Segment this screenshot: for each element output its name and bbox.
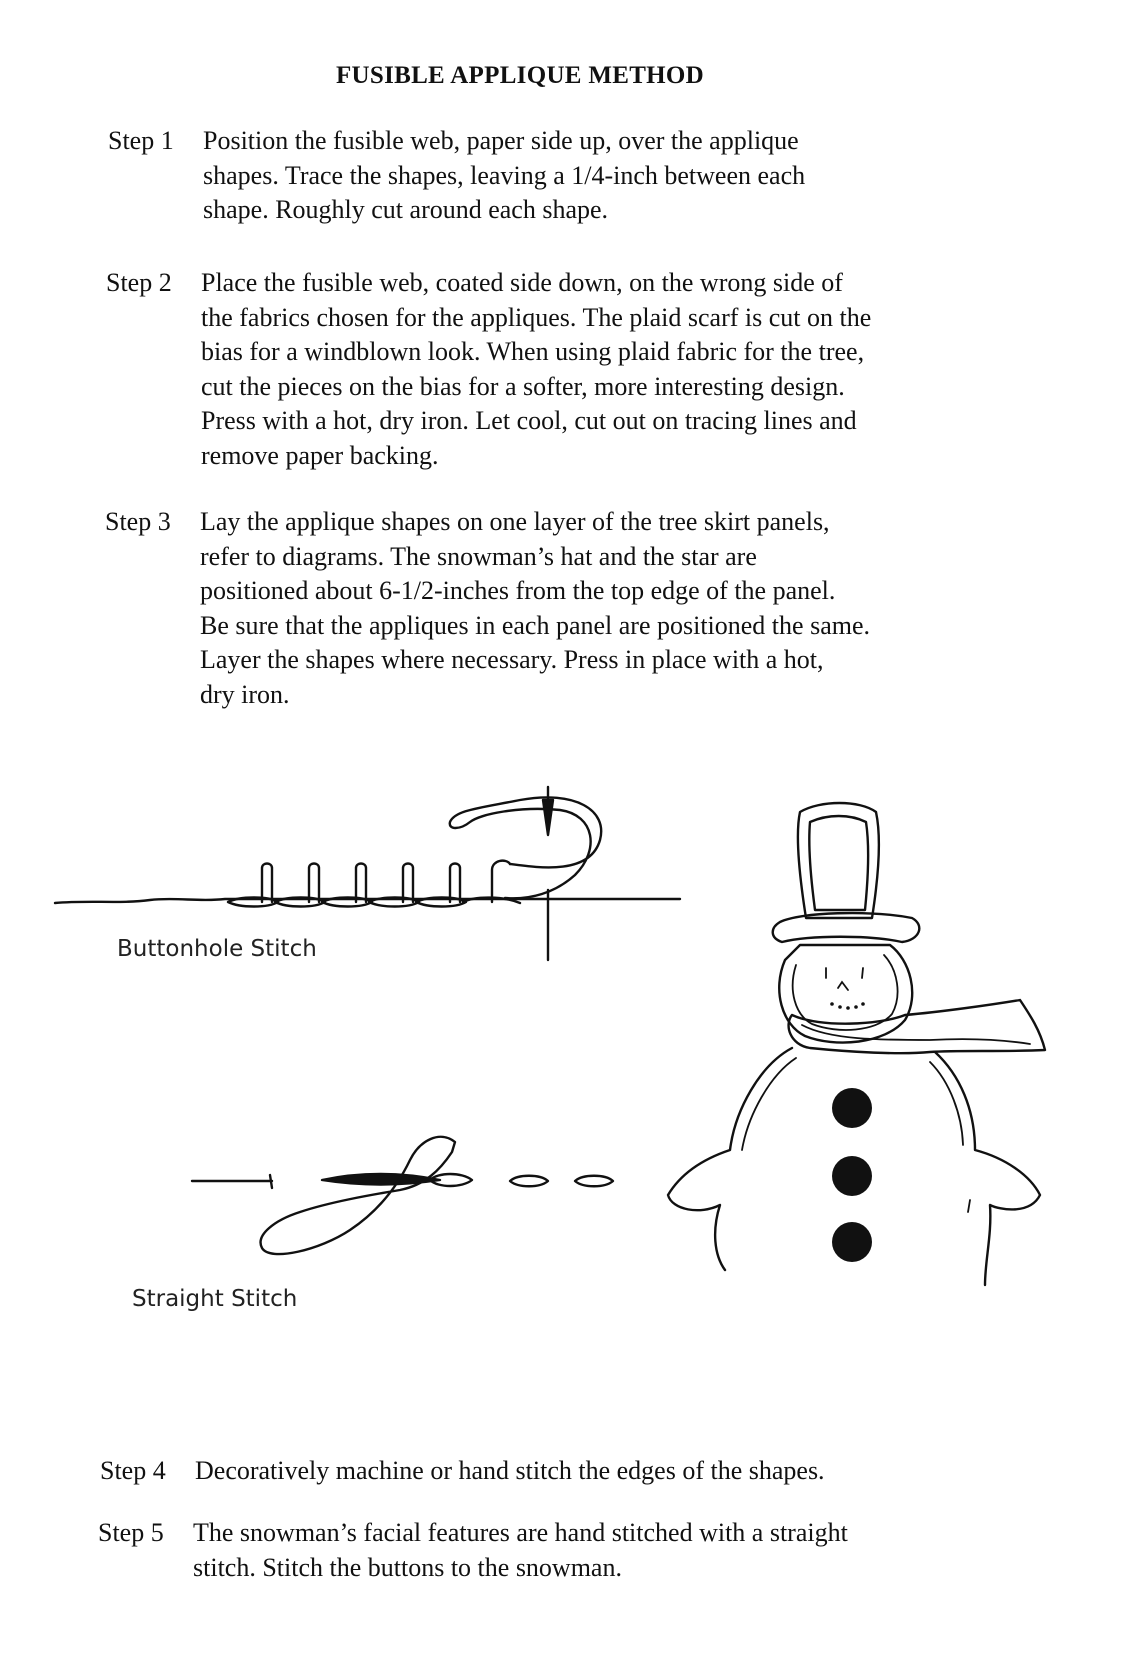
straight-stitch-illustration: [192, 1137, 613, 1254]
straight-thread: [261, 1137, 455, 1254]
step-label: Step 2: [106, 268, 172, 297]
step-label: Step 4: [100, 1456, 166, 1485]
buttonhole-thread: [450, 797, 601, 898]
step-text: The snowman’s facial features are hand stitched with a straight stitch. Stitch the buttons to the snowman.: [193, 1518, 848, 1582]
page-title: FUSIBLE APPLIQUE METHOD: [335, 62, 705, 89]
buttonhole-uprights: [262, 861, 510, 902]
step-label: Step 3: [105, 507, 171, 536]
snowman-applique-icon: [668, 803, 1045, 1285]
straight-stitch-caption: Straight Stitch: [132, 1286, 298, 1312]
step-text: Decoratively machine or hand stitch the edges of the shapes.: [195, 1456, 825, 1485]
needle-icon: [543, 787, 553, 960]
step-text: Position the fusible web, paper side up, over the applique shapes. Trace the shapes, leaving a 1/4-inch between each shape. Roughly cut around each shape.: [203, 126, 806, 224]
buttonhole-stitch-illustration: [55, 787, 680, 960]
step-text: Lay the applique shapes on one layer of the tree skirt panels, refer to diagrams. The snowman’s hat and the star are positioned about 6-1/2-inches from the top edge of the panel. Be sure that the appliques in each panel are positioned the same. Layer the shapes where necessary. Press in place with a hot, dry iron.: [200, 507, 870, 709]
buttonhole-stitch-caption: Buttonhole Stitch: [117, 936, 317, 962]
step-label: Step 1: [108, 126, 174, 155]
step-label: Step 5: [98, 1518, 164, 1547]
step-text: Place the fusible web, coated side down, on the wrong side of the fabrics chosen for the appliques. The plaid scarf is cut on the bias for a windblown look. When using plaid fabric for the tree, cut the pieces on the bias for a softer, more interesting design. Press with a hot, dry iron. Let cool, cut out on tracing lines and remove paper backing.: [201, 268, 872, 470]
